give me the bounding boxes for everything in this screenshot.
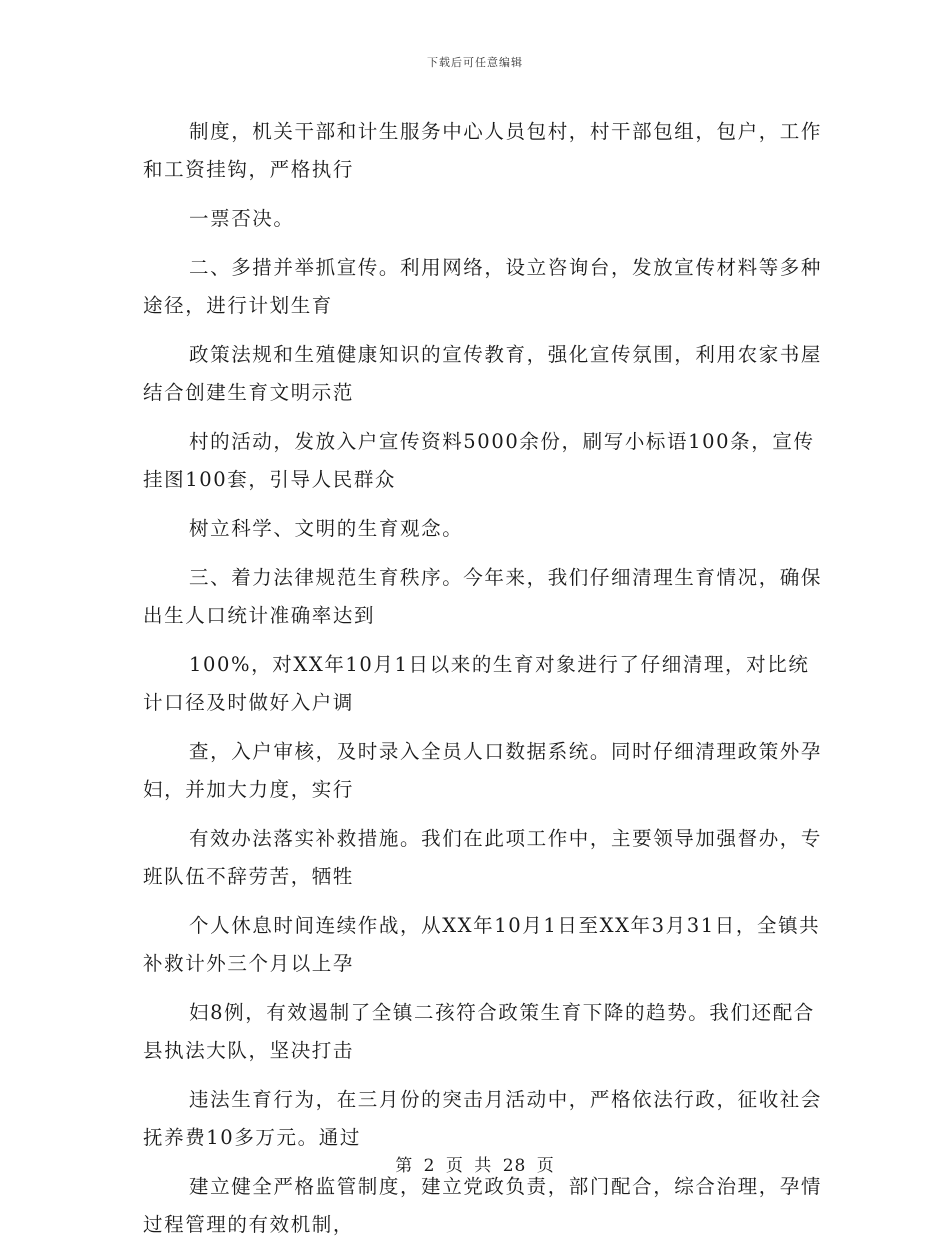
page-header-note: 下载后可任意编辑 [427, 56, 523, 69]
paragraph: 制度，机关干部和计生服务中心人员包村，村干部包组，包户，工作和工资挂钩，严格执行 [143, 120, 823, 181]
paragraph: 个人休息时间连续作战，从XX年10月1日至XX年3月31日，全镇共补救计外三个月以上孕 [143, 914, 821, 975]
paragraph: 妇8例，有效遏制了全镇二孩符合政策生育下降的趋势。我们还配合县执法大队，坚决打击 [143, 1001, 815, 1062]
paragraph: 100%，对XX年10月1日以来的生育对象进行了仔细清理，对比统计口径及时做好入户调 [143, 653, 810, 714]
paragraph: 三、着力法律规范生育秩序。今年来，我们仔细清理生育情况，确保出生人口统计准确率达到 [143, 566, 823, 627]
paragraph: 村的活动，发放入户宣传资料5000余份，刷写小标语100条，宣传挂图100套，引导人民群众 [143, 430, 815, 491]
paragraph: 政策法规和生殖健康知识的宣传教育，强化宣传氛围，利用农家书屋结合创建生育文明示范 [143, 343, 823, 404]
paragraph: 建立健全严格监管制度，建立党政负责，部门配合，综合治理，孕情过程管理的有效机制， [143, 1175, 823, 1236]
paragraph: 有效办法落实补救措施。我们在此项工作中，主要领导加强督办，专班队伍不辞劳苦，牺牲 [143, 827, 823, 888]
paragraph: 一票否决。 [189, 207, 295, 230]
paragraph: 违法生育行为，在三月份的突击月活动中，严格依法行政，征收社会抚养费10多万元。通过 [143, 1088, 823, 1149]
document-body [143, 113, 823, 1255]
paragraph: 查，入户审核，及时录入全员人口数据系统。同时仔细清理政策外孕妇，并加大力度，实行 [143, 740, 823, 801]
paragraph: 树立科学、文明的生育观念。 [189, 517, 464, 540]
paragraph: 二、多措并举抓宣传。利用网络，设立咨询台，发放宣传材料等多种途径，进行计划生育 [143, 256, 823, 317]
page-number: 第 2 页 共 28 页 [395, 1156, 555, 1176]
